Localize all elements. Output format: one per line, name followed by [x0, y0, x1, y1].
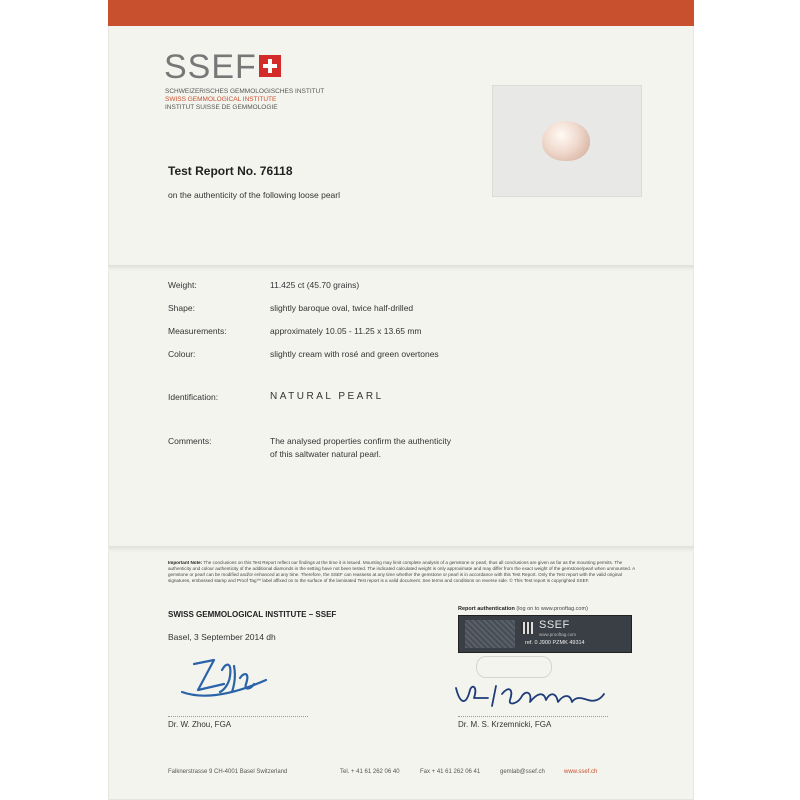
- detail-value: approximately 10.05 - 11.25 x 13.65 mm: [270, 326, 422, 336]
- footer-web[interactable]: www.ssef.ch: [564, 769, 598, 775]
- prooftag-ref: ref. 0 J900 PZMK 49314: [525, 640, 585, 646]
- prooftag-site: www.prooftag.com: [539, 632, 577, 637]
- signature-left: [174, 650, 274, 710]
- embossed-stamp: [476, 656, 552, 678]
- hologram-label: [465, 620, 515, 648]
- ssef-logo: [164, 50, 281, 84]
- report-subtitle: on the authenticity of the following loose pearl: [168, 190, 341, 200]
- note-text: The conclusions on this Test Report reflect our findings at the time it is issued. Mounting may limit complete analysis of a gemstone or pearl, thus all conclusions are given as far as the mounting permits. The authenticity and colour authenticity of the additional diamonds in the setting have not been tested. The indicated calculated weight is only approximate and may differ from the exact weight of the gemstone/pearl when unmounted. A gemstone or pearl can be modified and/or enhanced at any time. Therefore, the SSEF can reassess at any time whether the gemstone or pearl is in accordance with this Test Report. Only the Test report with the valid original signatures, embossed stamp and Proof Tag™ label affixed on to the surface of the laminated Test report is a valid document. See terms and conditions on reverse side. © This Test report is copyrighted SSEF.: [168, 560, 635, 583]
- identification-label: Identification:: [168, 392, 219, 402]
- certificate-sheet: [108, 0, 694, 800]
- prooftag-label: [458, 615, 632, 653]
- logo-text: SSEF: [164, 48, 257, 86]
- institute-names: [165, 88, 324, 112]
- detail-label: Measurements:: [168, 326, 227, 336]
- fold-line: [108, 546, 694, 552]
- note-lead: Important Note:: [168, 560, 203, 565]
- important-note: [168, 560, 638, 584]
- identification-value: NATURAL PEARL: [270, 391, 384, 402]
- footer-fax: Fax + 41 61 262 06 41: [420, 769, 481, 775]
- detail-label: Shape:: [168, 303, 195, 313]
- signer-left: Dr. W. Zhou, FGA: [168, 720, 232, 729]
- signer-right: Dr. M. S. Krzemnicki, FGA: [458, 720, 552, 729]
- pearl-photo: [492, 85, 642, 197]
- institute-en: SWISS GEMMOLOGICAL INSTITUTE: [165, 96, 277, 103]
- detail-value: slightly cream with rosé and green overtones: [270, 349, 439, 359]
- comment-line: The analysed properties confirm the authenticity: [270, 436, 451, 446]
- pearl-image: [542, 121, 590, 161]
- footer-tel: Tel. + 41 61 262 06 40: [340, 769, 400, 775]
- report-title: Test Report No. 76118: [168, 164, 293, 178]
- institute-fr: INSTITUT SUISSE DE GEMMOLOGIE: [165, 104, 278, 111]
- swiss-cross-icon: [259, 55, 281, 77]
- report-authentication: [458, 606, 588, 612]
- auth-head-bold: Report authentication: [458, 606, 515, 612]
- detail-label: Weight:: [168, 280, 197, 290]
- institute-de: SCHWEIZERISCHES GEMMOLOGISCHES INSTITUT: [165, 88, 325, 95]
- header-band: [108, 0, 694, 26]
- auth-head-rest: (log on to www.prooftag.com): [514, 606, 588, 612]
- fold-line: [108, 265, 694, 271]
- detail-value: slightly baroque oval, twice half-drilled: [270, 303, 414, 313]
- detail-label: Colour:: [168, 349, 196, 359]
- comments-value: [270, 436, 451, 459]
- qr-code-icon: [521, 622, 533, 634]
- footer-email[interactable]: gemlab@ssef.ch: [500, 769, 545, 775]
- footer-address: Falknerstrasse 9 CH-4001 Basel Switzerland: [168, 769, 288, 775]
- detail-value: 11.425 ct (45.70 grains): [270, 280, 360, 290]
- comments-label: Comments:: [168, 436, 212, 446]
- prooftag-brand: SSEF: [539, 619, 570, 631]
- issuer-name: SWISS GEMMOLOGICAL INSTITUTE – SSEF: [168, 610, 337, 619]
- signature-line: [458, 716, 608, 717]
- place-date: Basel, 3 September 2014 dh: [168, 632, 276, 642]
- comment-line: of this saltwater natural pearl.: [270, 449, 382, 459]
- signature-right: [448, 676, 608, 716]
- signature-line: [168, 716, 308, 717]
